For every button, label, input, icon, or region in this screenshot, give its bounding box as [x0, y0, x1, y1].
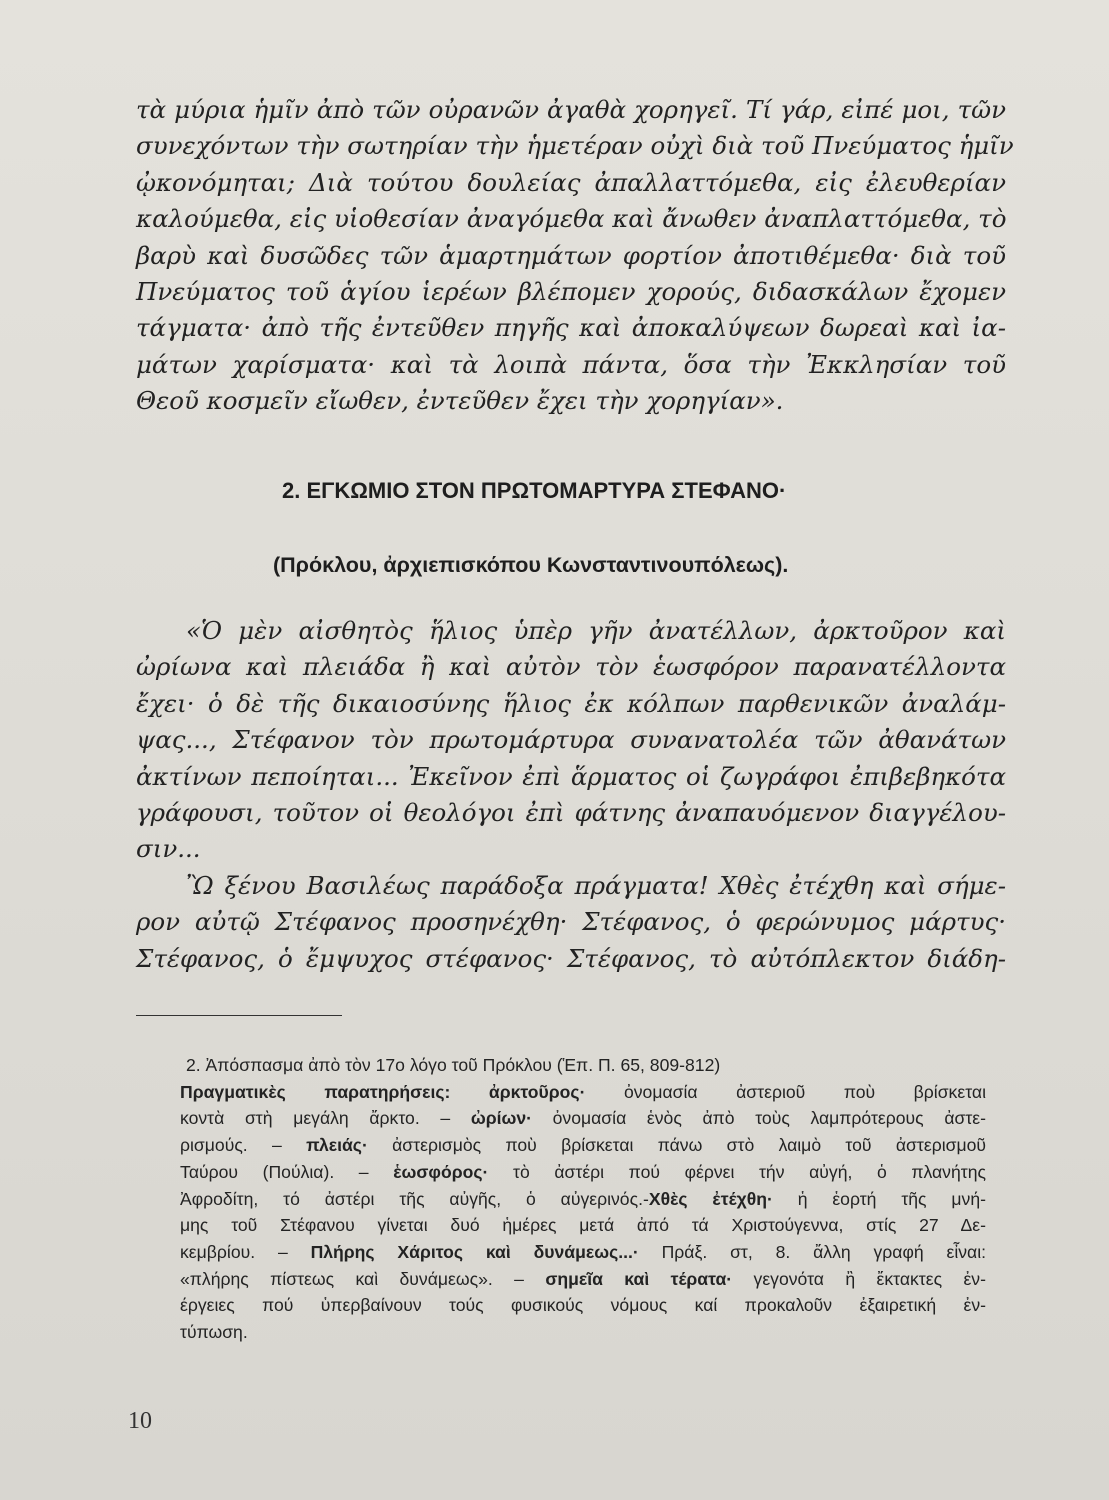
footnote-line	[180, 1079, 986, 1106]
footnote-text: κοντὰ στὴ μεγάλη ἄρκτο. –	[180, 1108, 471, 1129]
footnote-text: Ἀφροδίτη, τό ἀστέρι τῆς αὐγῆς, ὁ αὐγερινός.-	[180, 1188, 649, 1209]
footnote-line	[180, 1132, 986, 1159]
section-heading	[282, 478, 786, 504]
text-line: ᾠκονόμηται; Διὰ τούτου δουλείας ἀπαλλαττόμεθα, εἰς ἐλευθερίαν	[136, 167, 1006, 197]
footnote-text: ὀνομασία ἀστεριοῦ ποὺ βρίσκεται	[585, 1081, 986, 1102]
heading-mark: ·	[778, 478, 787, 503]
footnote-line	[180, 1159, 986, 1186]
section-subheading: (Πρόκλου, ἀρχιεπισκόπου Κωνσταντινουπόλεως).	[273, 553, 789, 577]
footnote-line: μης τοῦ Στέφανου γίνεται δυό ἡμέρες μετά ἀπό τά Χριστούγεννα, στίς 27 Δε-	[180, 1215, 986, 1236]
footnote-term: σημεῖα καὶ τέρατα·	[545, 1268, 733, 1289]
footnote-text: ρισμούς. –	[180, 1135, 307, 1156]
page-number: 10	[128, 1408, 152, 1434]
body-paragraph	[136, 92, 1014, 420]
text-line: καλούμεθα, εἰς υἱοθεσίαν ἀναγόμεθα καὶ ἄνωθεν ἀναπλαττόμεθα, τὸ	[136, 204, 1007, 234]
footnote-term: πλειάς·	[306, 1135, 368, 1156]
text-line: Πνεύματος τοῦ ἁγίου ἱερέων βλέπομεν χορούς, διδασκάλων ἔχομεν	[136, 277, 1006, 307]
footnote-term: Πλήρης Χάριτος καὶ δυνάμεως...·	[310, 1241, 639, 1262]
footnotes	[180, 1052, 986, 1346]
footnote-text: τὸ ἀστέρι πού φέρνει τήν αὐγή, ὁ πλανήτης	[488, 1161, 986, 1182]
text-line: ἔχει· ὁ δὲ τῆς δικαιοσύνης ἥλιος ἐκ κόλπων παρθενικῶν ἀναλάμ-	[136, 688, 1006, 718]
footnote-line: τύπωση.	[180, 1322, 248, 1343]
footnote-text: ὀνομασία ἑνὸς ἀπὸ τοὺς λαμπρότερους ἀστε-	[531, 1108, 986, 1129]
footnote-text: «πλήρης πίστεως καὶ δυνάμεως». –	[180, 1268, 546, 1289]
text-line: ἀκτίνων πεποίηται... Ἐκεῖνον ἐπὶ ἅρματος οἱ ζωγράφοι ἐπιβεβηκότα	[136, 761, 1006, 791]
text-line: τὰ μύρια ἡμῖν ἀπὸ τῶν οὐρανῶν ἀγαθὰ χορηγεῖ. Τί γάρ, εἰπέ μοι, τῶν	[136, 95, 1006, 124]
text-line: συνεχόντων τὴν σωτηρίαν τὴν ἡμετέραν οὐχὶ διὰ τοῦ Πνεύματος ἡμῖν	[136, 131, 1014, 161]
text-line: τάγματα· ἀπὸ τῆς ἐντεῦθεν πηγῆς καὶ ἀποκαλύψεων δωρεαὶ καὶ ἰα-	[136, 313, 1006, 343]
footnote-text: Ταύρου (Πούλια). –	[180, 1161, 394, 1182]
footnote-term: ἑωσφόρος·	[393, 1161, 489, 1182]
footnote-line	[180, 1186, 986, 1213]
footnote-term: ὠρίων·	[470, 1108, 532, 1129]
text-line: γράφουσι, τοῦτον οἱ θεολόγοι ἐπὶ φάτνης ἀναπαυόμενον διαγγέλου-	[136, 798, 1006, 828]
footnote-line	[180, 1239, 986, 1266]
text-line: ρον αὐτῷ Στέφανος προσηνέχθη· Στέφανος, ὁ φερώνυμος μάρτυς·	[136, 907, 1006, 937]
footnote-source: 2. Ἀπόσπασμα ἀπὸ τὸν 17ο λόγο τοῦ Πρόκλου (Ἑπ. Π. 65, 809-812)	[186, 1055, 721, 1075]
text-line: «Ὁ μὲν αἰσθητὸς ἥλιος ὑπὲρ γῆν ἀνατέλλων, ἀρκτοῦρον καὶ	[186, 616, 1006, 645]
quote-paragraph	[136, 613, 1006, 977]
text-line: Ὢ ξένου Βασιλέως παράδοξα πράγματα! Χθὲς ἐτέχθη καὶ σήμε-	[186, 870, 1006, 900]
footnote-term: Πραγματικὲς παρατηρήσεις: ἀρκτοῦρος·	[180, 1081, 586, 1102]
footnote-text: κεμβρίου. –	[180, 1241, 311, 1262]
footnote-text: ἀστερισμὸς ποὺ βρίσκεται πάνω στὸ λαιμὸ τοῦ ἀστερισμοῦ	[367, 1135, 987, 1156]
footnote-divider	[136, 1015, 342, 1016]
footnote-line	[180, 1105, 986, 1132]
footnote-text: γεγονότα ἢ ἔκτακτες ἐν-	[732, 1268, 986, 1289]
text-line: μάτων χαρίσματα· καὶ τὰ λοιπὰ πάντα, ὅσα τὴν Ἐκκλησίαν τοῦ	[136, 349, 1006, 379]
footnote-line: έργειες πού ὑπερβαίνουν τούς φυσικούς νόμους καί προκαλοῦν ἐξαιρετική ἐν-	[180, 1295, 986, 1316]
footnote-text: Πράξ. στ, 8. ἄλλη γραφή εἶναι:	[638, 1241, 986, 1262]
text-line: βαρὺ καὶ δυσῶδες τῶν ἁμαρτημάτων φορτίον ἀποτιθέμεθα· διὰ τοῦ	[136, 240, 1006, 270]
text-line: Στέφανος, ὁ ἔμψυχος στέφανος· Στέφανος, τὸ αὐτόπλεκτον διάδη-	[136, 943, 1006, 973]
footnote-line	[180, 1266, 986, 1293]
text-line: Θεοῦ κοσμεῖν εἴωθεν, ἐντεῦθεν ἔχει τὴν χορηγίαν».	[136, 386, 784, 416]
footnote-term: Χθὲς ἐτέχθη·	[648, 1188, 773, 1209]
text-line: σιν...	[136, 834, 201, 864]
footnote-text: ἡ ἑορτή τῆς μνή-	[772, 1188, 986, 1209]
text-line: ψας..., Στέφανον τὸν πρωτομάρτυρα συνανατολέα τῶν ἀθανάτων	[136, 725, 1006, 755]
text-line: ὠρίωνα καὶ πλειάδα ἢ καὶ αὐτὸν τὸν ἑωσφόρον παρανατέλλοντα	[136, 652, 1006, 682]
heading-text: 2. ΕΓΚΩΜΙΟ ΣΤΟΝ ΠΡΩΤΟΜΑΡΤΥΡΑ ΣΤΕΦΑΝΟ	[282, 478, 779, 503]
